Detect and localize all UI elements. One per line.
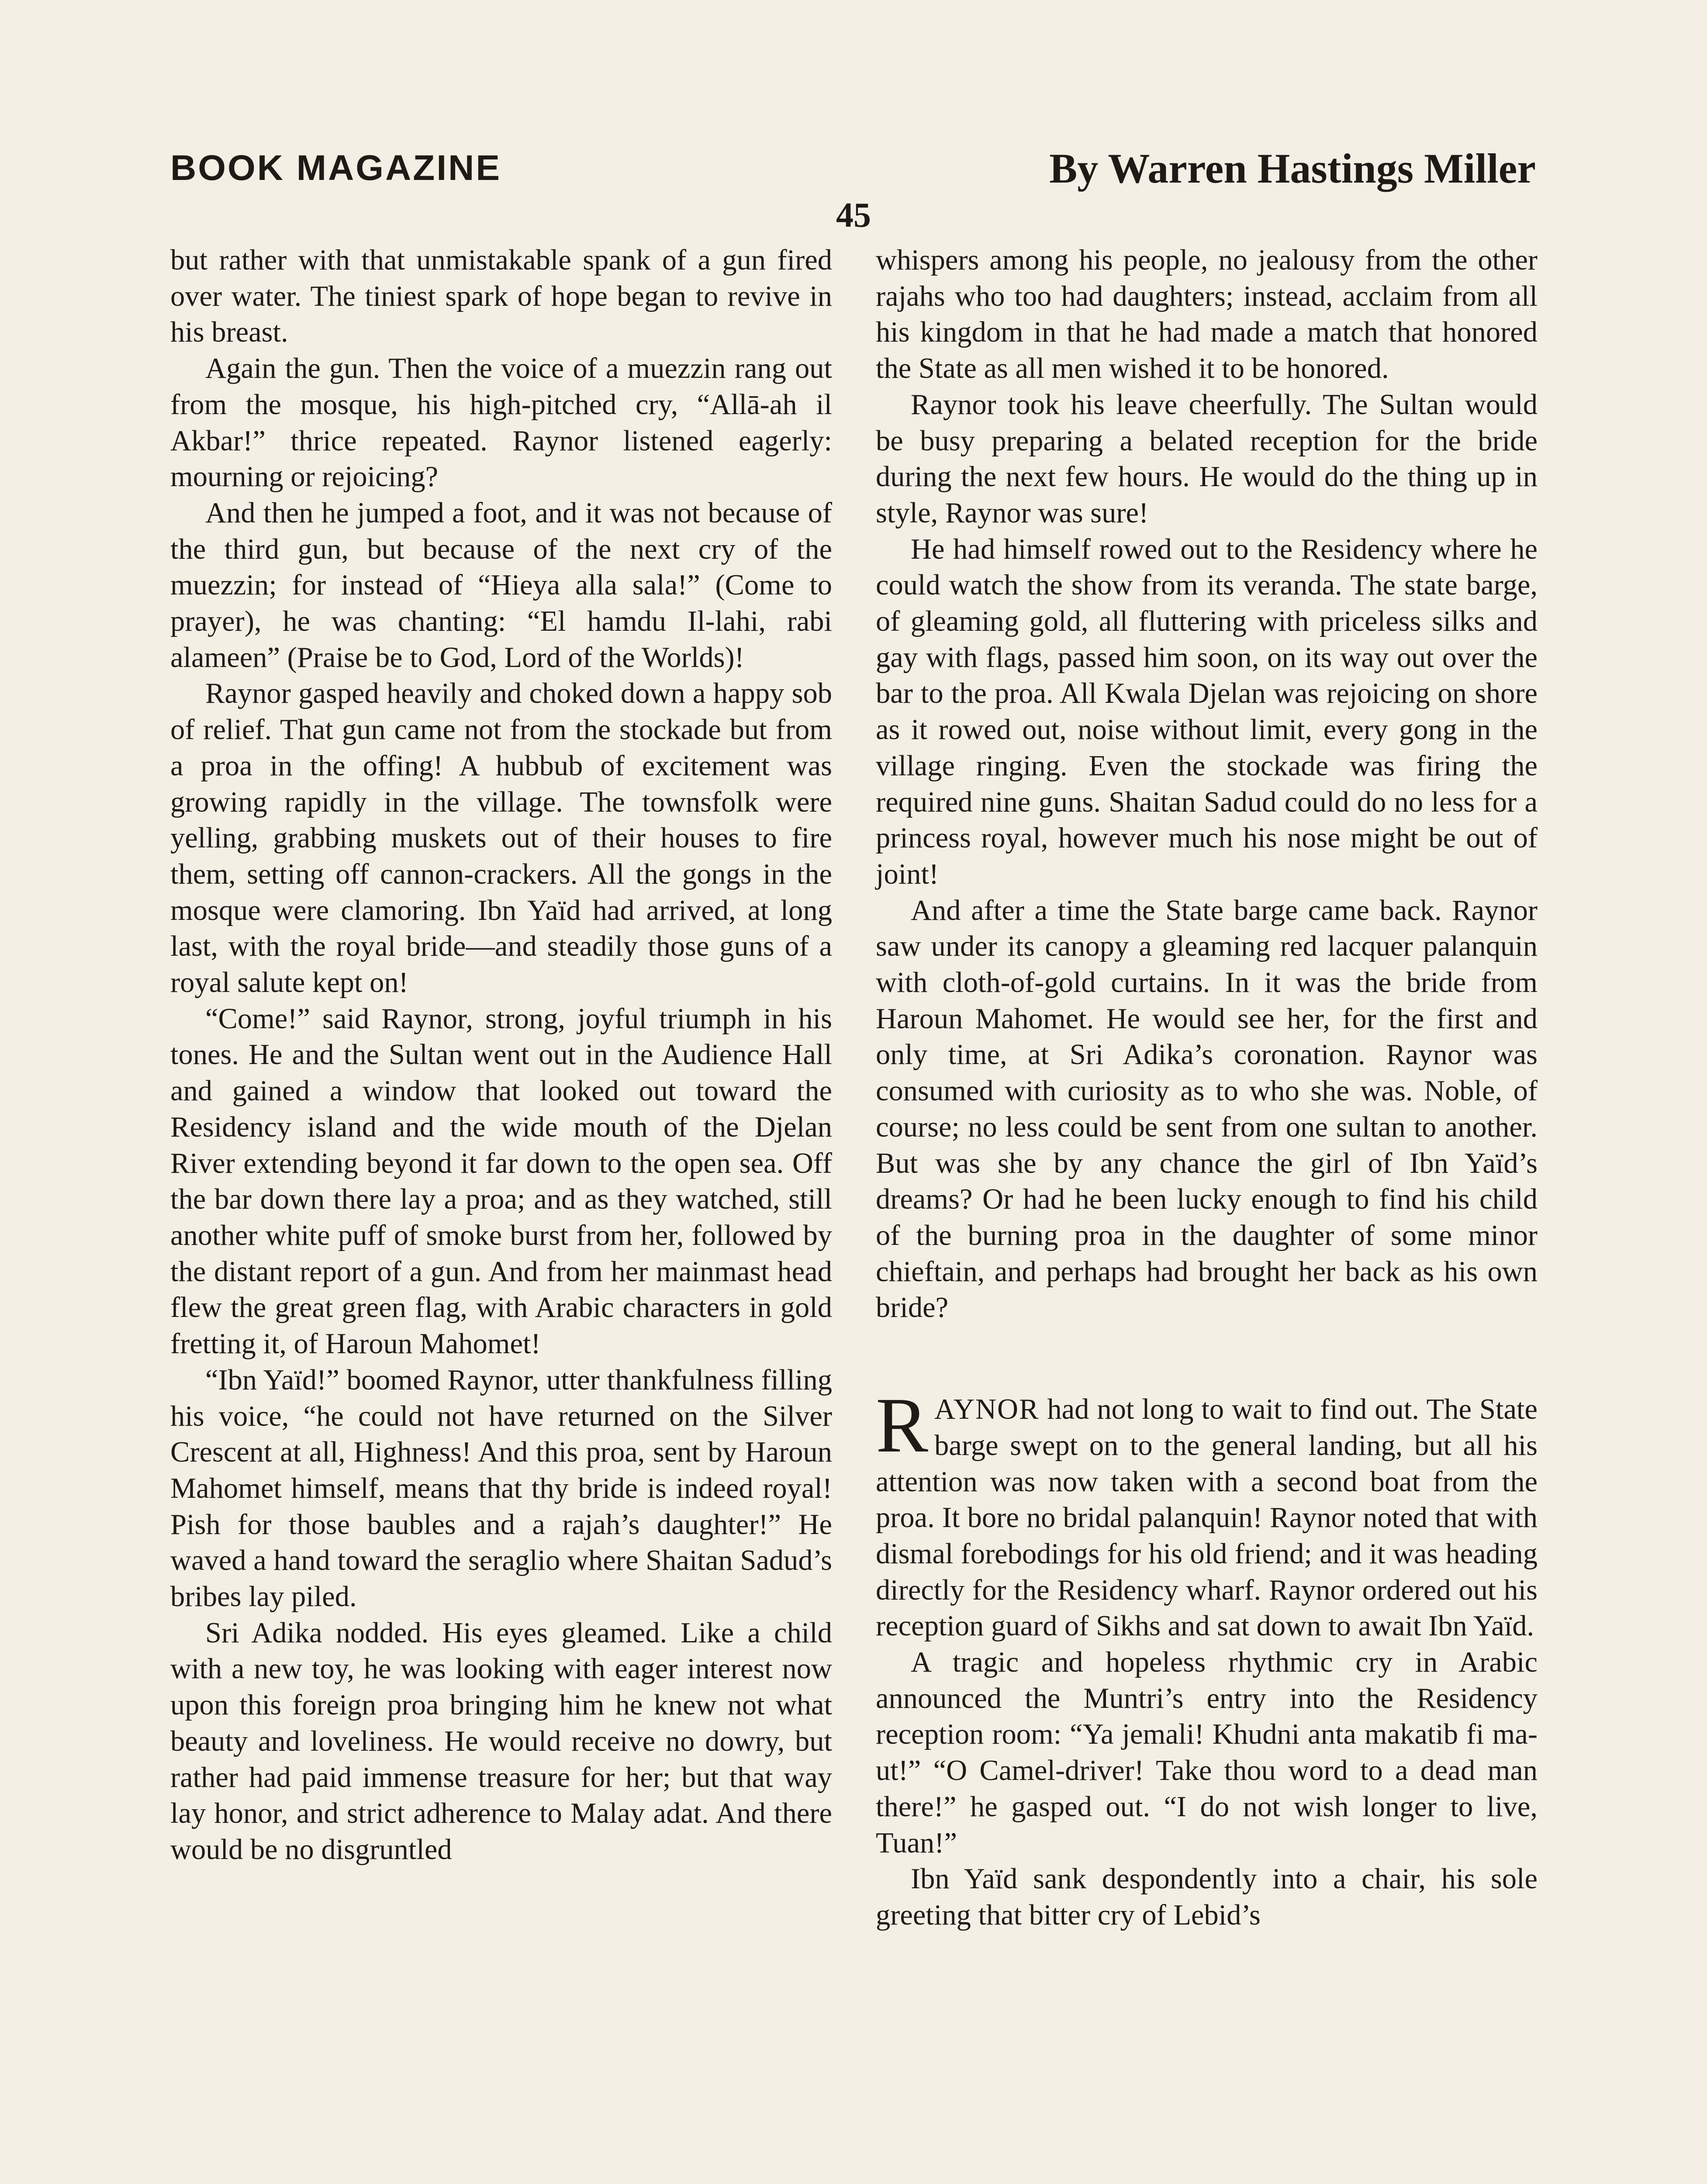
section-opening-paragraph (876, 1382, 1538, 1645)
drop-cap: R (876, 1382, 929, 1469)
paragraph: Again the gun. Then the voice of a muezzin rang out from the mosque, his high-pitched cry, “Allā-ah il Akbar!” thrice repeated. Raynor listened eagerly: mourning or rejoicing? (170, 352, 832, 493)
paragraph: Raynor took his leave cheerfully. The Sultan would be busy preparing a belated reception for the bride during the next few hours. He would do the thing up in style, Raynor was sure! (876, 388, 1538, 529)
paragraph: And then he jumped a foot, and it was not because of the third gun, but because of the next cry of the muezzin; for instead of “Hieya alla sala!” (Come to prayer), he was chanting: “El hamdu Il-lahi, rabi alameen” (Praise be to God, Lord of the Worlds)! (170, 497, 832, 674)
paragraph: Raynor gasped heavily and choked down a happy sob of relief. That gun came not from the stockade but from a proa in the offing! A hubbub of excitement was growing rapidly in the village. The townsfolk were yelling, grabbing muskets out of their houses to fire them, setting off cannon-crackers. All the gongs in the mosque were clamoring. Ibn Yaïd had arrived, at long last, with the royal bride—and steadily those guns of a royal salute kept on! (170, 677, 832, 999)
magazine-title: BOOK MAGAZINE (170, 148, 502, 188)
right-column (876, 242, 1538, 1934)
author-byline: By Warren Hastings Miller (1049, 145, 1536, 192)
paragraph: He had himself rowed out to the Residency where he could watch the show from its veranda. The state barge, of gleaming gold, all fluttering with priceless silks and gay with flags, passed him soon, on its way out over the bar to the proa. All Kwala Djelan was rejoicing on shore as it rowed out, noise without limit, every gong in the village ringing. Even the stockade was firing the required nine guns. Shaitan Sadud could do no less for a princess royal, however much his nose might be out of joint! (876, 533, 1538, 890)
paragraph: Sri Adika nodded. His eyes gleamed. Like a child with a new toy, he was looking with eager interest now upon this foreign proa bringing him he knew not what beauty and loveliness. He would receive no dowry, but rather had paid immense treasure for her; but that way lay honor, and strict adherence to Malay adat. And there would be no disgruntled (170, 1617, 832, 1866)
paragraph: And after a time the State barge came back. Raynor saw under its canopy a gleaming red lacquer palanquin with cloth-of-gold curtains. In it was the bride from Haroun Mahomet. He would see her, for the first and only time, at Sri Adika’s coronation. Raynor was consumed with curiosity as to who she was. Noble, of course; no less could be sent from one sultan to another. But was she by any chance the girl of Ibn Yaïd’s dreams? Or had he been lucky enough to find his child of the burning proa in the daughter of some minor chieftain, and perhaps had brought her back as his own bride? (876, 894, 1538, 1324)
paragraph: “Come!” said Raynor, strong, joyful triumph in his tones. He and the Sultan went out in the Audience Hall and gained a window that looked out toward the Residency island and the wide mouth of the Djelan River extending beyond it far down to the open sea. Off the bar down there lay a proa; and as they watched, still another white puff of smoke burst from her, followed by the distant report of a gun. And from her mainmast head flew the great green flag, with Arabic characters in gold fretting it, of Haroun Mahomet! (170, 1002, 832, 1360)
small-caps-lead: AYNOR (934, 1393, 1040, 1426)
paragraph: Ibn Yaïd sank despondently into a chair, his sole greeting that bitter cry of Lebid’s (876, 1863, 1538, 1931)
paragraph: A tragic and hopeless rhythmic cry in Arabic announced the Muntri’s entry into the Residency reception room: “Ya jemali! Khudni anta makatib fi ma-ut!” “O Camel-driver! Take thou word to a dead man there!” he gasped out. “I do not wish longer to live, Tuan!” (876, 1646, 1538, 1859)
paragraph: “Ibn Yaïd!” boomed Raynor, utter thankfulness filling his voice, “he could not have returned on the Silver Crescent at all, Highness! And this proa, sent by Haroun Mahomet himself, means that thy bride is indeed royal! Pish for those baubles and a rajah’s daughter!” He waved a hand toward the seraglio where Shaitan Sadud’s bribes lay piled. (170, 1364, 832, 1613)
paragraph-text: had not long to wait to find out. The State barge swept on to the general landing, but all his attention was now taken with a second boat from the proa. It bore no bridal palanquin! Raynor noted that with dismal forebodings for his old friend; and it was heading directly for the Residency wharf. Raynor ordered out his reception guard of Sikhs and sat down to await Ibn Yaïd. (876, 1393, 1538, 1642)
paragraph: but rather with that unmistakable spank of a gun fired over water. The tiniest spark of hope began to revive in his breast. (170, 244, 832, 349)
page-number: 45 (836, 196, 871, 235)
left-column (170, 242, 832, 1868)
paragraph: whispers among his people, no jealousy from the other rajahs who too had daughters; instead, acclaim from all his kingdom in that he had made a match that honored the State as all men wished it to be honored. (876, 244, 1538, 385)
